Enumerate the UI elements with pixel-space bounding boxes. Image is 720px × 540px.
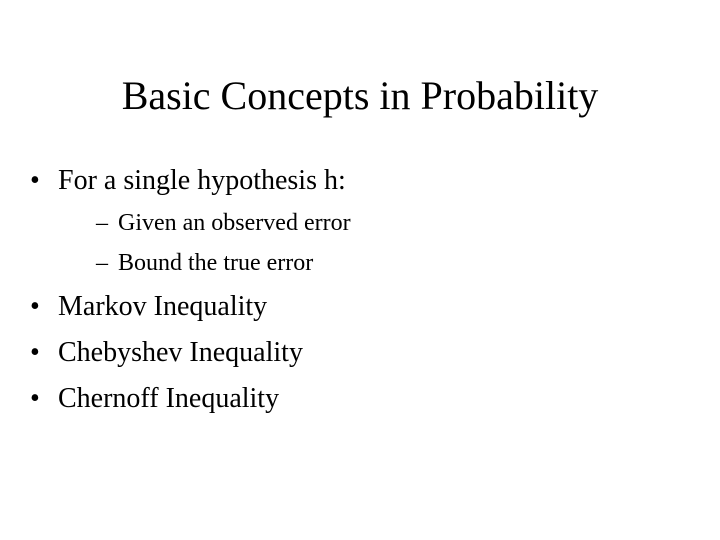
sub-bullet-text: Given an observed error xyxy=(118,210,351,236)
sub-bullet-item-true-error xyxy=(96,248,313,278)
bullet-item-chernoff xyxy=(30,382,279,416)
bullet-marker: • xyxy=(30,337,40,368)
bullet-marker: • xyxy=(30,383,40,414)
bullet-text: Chernoff Inequality xyxy=(58,383,280,414)
bullet-text: Markov Inequality xyxy=(58,291,268,322)
bullet-item-markov xyxy=(30,290,267,324)
sub-bullet-item-observed-error xyxy=(96,208,351,238)
bullet-item-single-hypothesis xyxy=(30,164,346,198)
bullet-item-chebyshev xyxy=(30,336,303,370)
sub-bullet-marker: – xyxy=(96,250,108,276)
sub-bullet-marker: – xyxy=(96,210,108,236)
bullet-text: For a single hypothesis h: xyxy=(58,165,346,196)
bullet-marker: • xyxy=(30,291,40,322)
sub-bullet-text: Bound the true error xyxy=(118,250,314,276)
slide-title: Basic Concepts in Probability xyxy=(121,73,599,118)
bullet-marker: • xyxy=(30,165,40,196)
bullet-text: Chebyshev Inequality xyxy=(58,337,303,368)
